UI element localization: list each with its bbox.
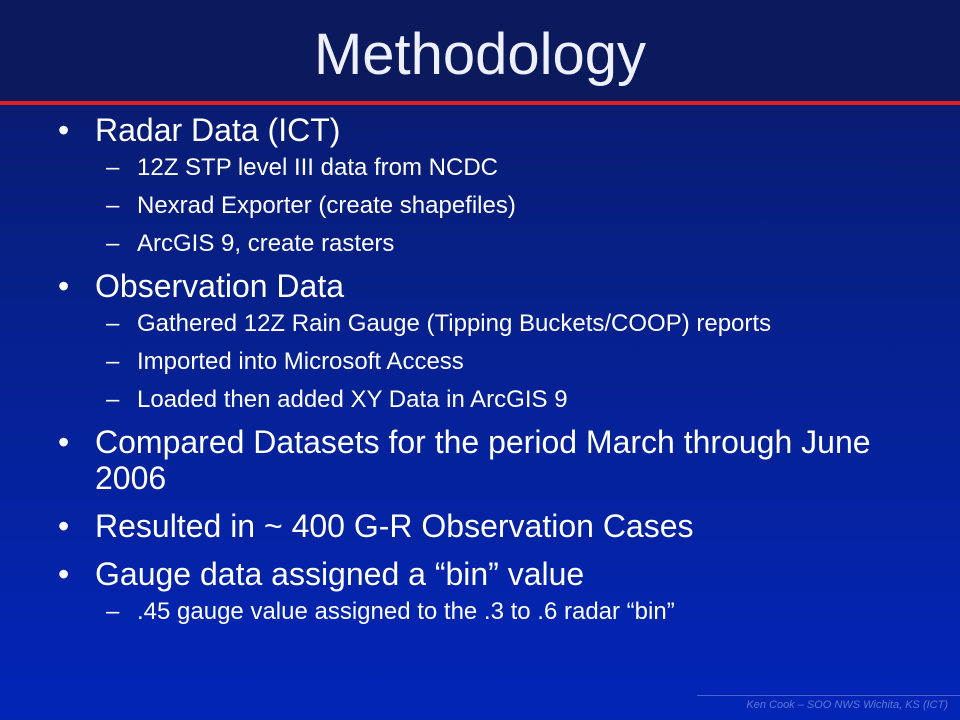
bullet-item <box>0 556 960 592</box>
sub-bullet-item <box>0 348 960 376</box>
bullet-item <box>0 424 960 496</box>
bullet-list <box>0 112 960 636</box>
slide-title: Methodology <box>313 22 647 87</box>
bullet-item <box>0 508 960 544</box>
sub-bullet-item <box>0 154 960 182</box>
sub-bullet-text: Gathered 12Z Rain Gauge (Tipping Buckets/COOP) reports <box>137 310 772 337</box>
sub-bullet-text: Nexrad Exporter (create shapefiles) <box>137 192 516 219</box>
sub-bullet-item <box>0 598 960 626</box>
footer-credit: Ken Cook – SOO NWS Wichita, KS (ICT) <box>746 699 948 711</box>
sub-bullet-item <box>0 386 960 414</box>
bullet-marker: • <box>58 112 70 148</box>
bullet-text: Radar Data (ICT) <box>95 112 341 148</box>
bullet-item <box>0 112 960 148</box>
footer-divider <box>697 695 960 696</box>
sub-bullet-marker: – <box>106 192 120 219</box>
sub-bullet-text: Imported into Microsoft Access <box>137 348 464 375</box>
bullet-marker: • <box>58 268 70 304</box>
sub-bullet-text: ArcGIS 9, create rasters <box>137 230 395 257</box>
bullet-item <box>0 268 960 304</box>
bullet-marker: • <box>58 556 70 592</box>
sub-bullet-marker: – <box>106 230 120 257</box>
sub-bullet-item <box>0 230 960 258</box>
bullet-text: Gauge data assigned a “bin” value <box>95 556 585 592</box>
title-divider <box>0 101 960 105</box>
sub-bullet-text: .45 gauge value assigned to the .3 to .6 radar “bin” <box>137 598 675 625</box>
bullet-marker: • <box>58 508 70 544</box>
bullet-text: Resulted in ~ 400 G-R Observation Cases <box>95 508 694 544</box>
sub-bullet-text: Loaded then added XY Data in ArcGIS 9 <box>137 386 568 413</box>
sub-bullet-item <box>0 192 960 220</box>
bullet-marker: • <box>58 424 70 460</box>
sub-bullet-marker: – <box>106 598 120 625</box>
bullet-text: Compared Datasets for the period March through June 2006 <box>95 424 871 496</box>
sub-bullet-marker: – <box>106 348 120 375</box>
sub-bullet-marker: – <box>106 154 120 181</box>
sub-bullet-item <box>0 310 960 338</box>
sub-bullet-marker: – <box>106 386 120 413</box>
sub-bullet-marker: – <box>106 310 120 337</box>
bullet-text: Observation Data <box>95 268 345 304</box>
sub-bullet-text: 12Z STP level III data from NCDC <box>137 154 499 181</box>
